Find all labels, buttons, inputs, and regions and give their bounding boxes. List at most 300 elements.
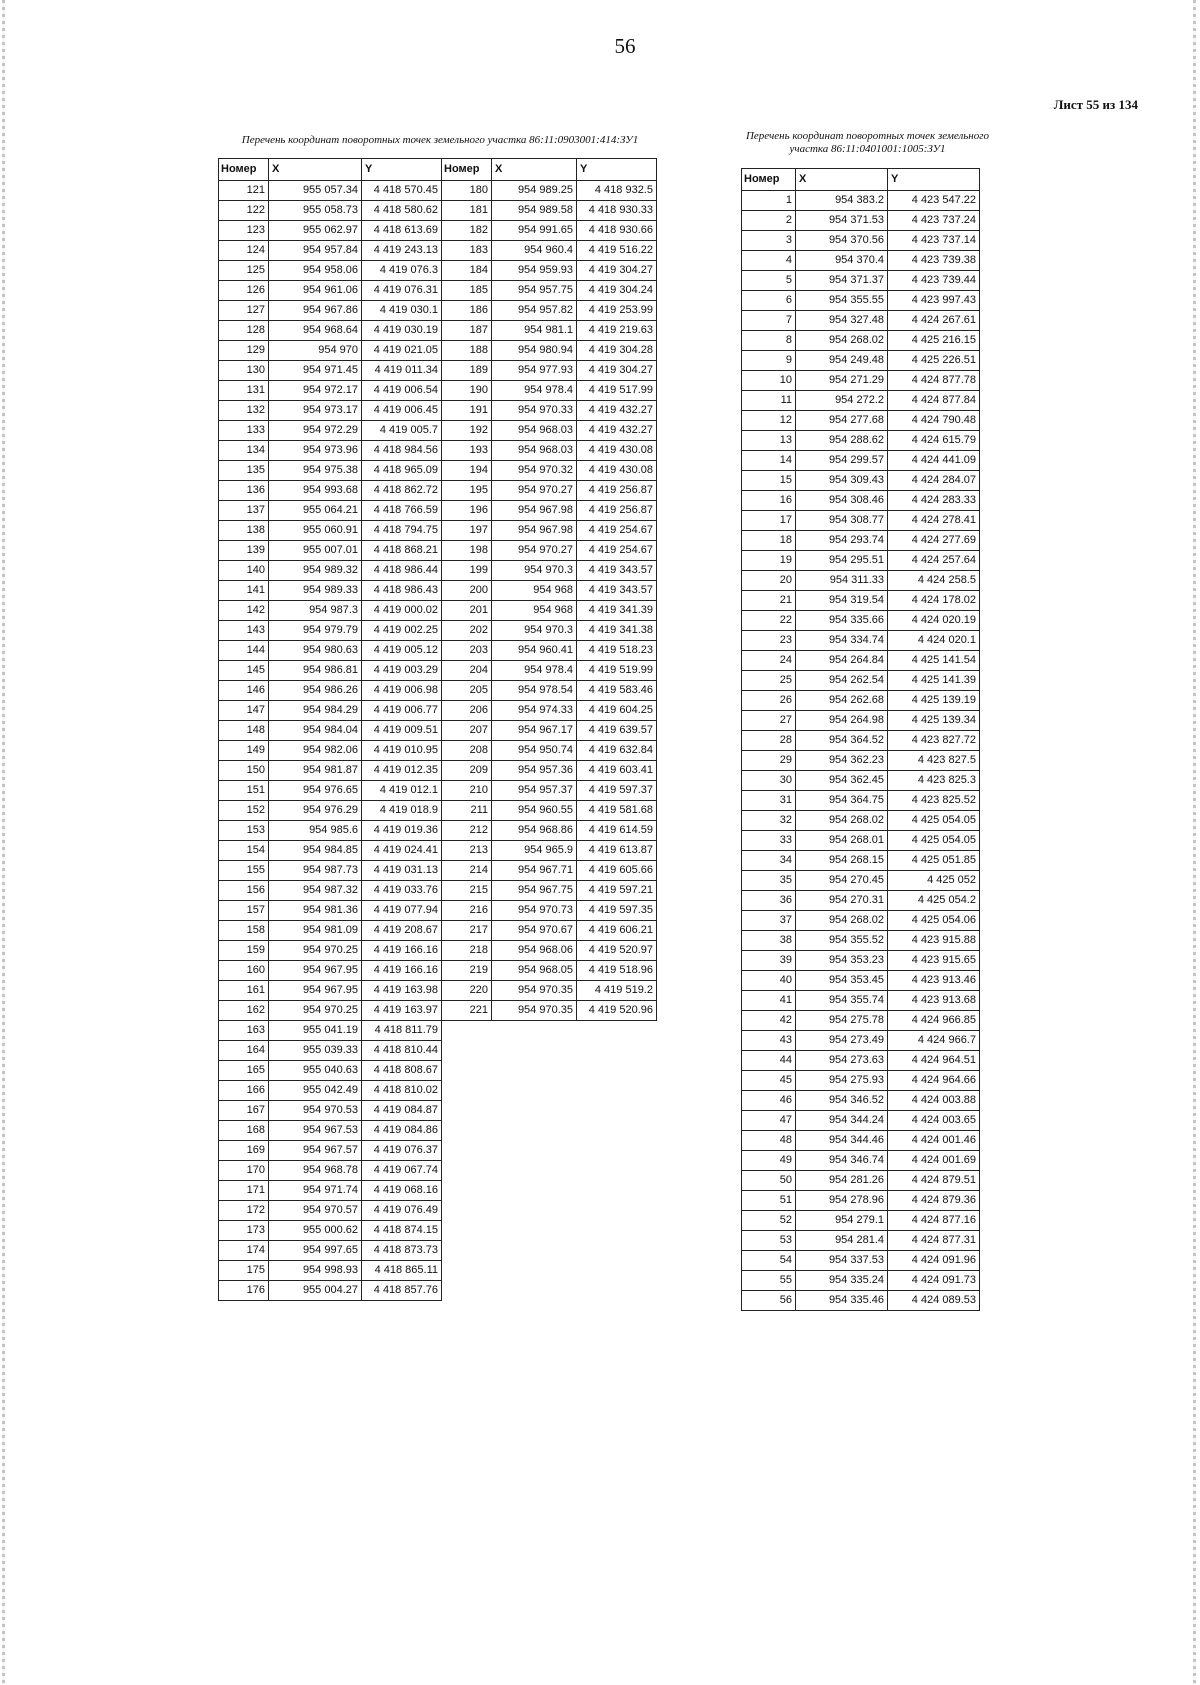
coord-y: 4 419 033.76 — [362, 881, 442, 901]
point-number: 205 — [442, 681, 492, 701]
coord-x: 954 989.58 — [492, 201, 577, 221]
point-number: 197 — [442, 521, 492, 541]
point-number: 185 — [442, 281, 492, 301]
coord-x: 954 970.32 — [492, 461, 577, 481]
point-number: 8 — [742, 331, 796, 351]
coord-x: 954 967.75 — [492, 881, 577, 901]
coord-x: 954 978.54 — [492, 681, 577, 701]
table-row — [742, 191, 980, 211]
point-number: 210 — [442, 781, 492, 801]
point-number: 171 — [219, 1181, 269, 1201]
point-number: 163 — [219, 1021, 269, 1041]
coord-y: 4 419 254.67 — [577, 541, 657, 561]
coord-x: 954 970.3 — [492, 561, 577, 581]
point-number: 135 — [219, 461, 269, 481]
coord-y: 4 418 986.44 — [362, 561, 442, 581]
table-header-row — [219, 159, 657, 181]
table-row — [219, 981, 657, 1001]
point-number: 141 — [219, 581, 269, 601]
coord-x: 954 967.53 — [269, 1121, 362, 1141]
point-number: 200 — [442, 581, 492, 601]
point-number: 10 — [742, 371, 796, 391]
scan-edge-left — [2, 0, 5, 1685]
table-row — [742, 291, 980, 311]
point-number: 121 — [219, 181, 269, 201]
empty-cell — [442, 1241, 492, 1261]
point-number: 131 — [219, 381, 269, 401]
point-number: 214 — [442, 861, 492, 881]
empty-cell — [442, 1101, 492, 1121]
table-row — [219, 461, 657, 481]
coord-x: 954 262.54 — [796, 671, 888, 691]
table-row — [742, 751, 980, 771]
table-row — [742, 1011, 980, 1031]
point-number: 174 — [219, 1241, 269, 1261]
coord-x: 954 275.78 — [796, 1011, 888, 1031]
point-number: 40 — [742, 971, 796, 991]
table-row — [219, 281, 657, 301]
coord-y: 4 418 857.76 — [362, 1281, 442, 1301]
table-row — [219, 1001, 657, 1021]
table-row — [219, 1261, 657, 1281]
empty-cell — [492, 1241, 577, 1261]
coord-x: 954 960.4 — [492, 241, 577, 261]
point-number: 21 — [742, 591, 796, 611]
coord-y: 4 419 613.87 — [577, 841, 657, 861]
coord-y: 4 418 874.15 — [362, 1221, 442, 1241]
point-number: 146 — [219, 681, 269, 701]
coord-y: 4 419 606.21 — [577, 921, 657, 941]
point-number: 215 — [442, 881, 492, 901]
table-row — [742, 811, 980, 831]
table-row — [219, 561, 657, 581]
coord-y: 4 419 003.29 — [362, 661, 442, 681]
coord-y: 4 419 030.1 — [362, 301, 442, 321]
column-header-number: Номер — [442, 159, 492, 181]
coord-y: 4 423 827.5 — [888, 751, 980, 771]
table-row — [742, 951, 980, 971]
coord-y: 4 424 258.5 — [888, 571, 980, 591]
coord-x: 954 278.96 — [796, 1191, 888, 1211]
coord-y: 4 424 283.33 — [888, 491, 980, 511]
coord-y: 4 419 006.54 — [362, 381, 442, 401]
table-row — [219, 621, 657, 641]
table-row — [742, 551, 980, 571]
table-row — [742, 591, 980, 611]
point-number: 129 — [219, 341, 269, 361]
coord-x: 954 978.4 — [492, 661, 577, 681]
coord-x: 954 991.65 — [492, 221, 577, 241]
coord-y: 4 424 879.51 — [888, 1171, 980, 1191]
table-row — [219, 701, 657, 721]
coord-y: 4 419 304.28 — [577, 341, 657, 361]
point-number: 37 — [742, 911, 796, 931]
coord-y: 4 419 009.51 — [362, 721, 442, 741]
coord-y: 4 419 076.3 — [362, 261, 442, 281]
table-row — [742, 251, 980, 271]
point-number: 166 — [219, 1081, 269, 1101]
coord-x: 954 965.9 — [492, 841, 577, 861]
point-number: 130 — [219, 361, 269, 381]
coord-x: 954 957.75 — [492, 281, 577, 301]
coord-y: 4 424 020.1 — [888, 631, 980, 651]
coord-y: 4 419 012.35 — [362, 761, 442, 781]
coord-y: 4 418 766.59 — [362, 501, 442, 521]
point-number: 157 — [219, 901, 269, 921]
point-number: 134 — [219, 441, 269, 461]
table-row — [742, 1091, 980, 1111]
coord-y: 4 419 010.95 — [362, 741, 442, 761]
table-row — [219, 501, 657, 521]
coord-y: 4 419 011.34 — [362, 361, 442, 381]
coord-x: 954 984.29 — [269, 701, 362, 721]
coord-x: 954 967.98 — [492, 521, 577, 541]
table-row — [742, 491, 980, 511]
coord-x: 954 967.86 — [269, 301, 362, 321]
coord-x: 954 975.38 — [269, 461, 362, 481]
table-row — [742, 771, 980, 791]
table-row — [219, 1121, 657, 1141]
coord-x: 954 970.73 — [492, 901, 577, 921]
coord-x: 954 987.32 — [269, 881, 362, 901]
table-row — [219, 1201, 657, 1221]
point-number: 43 — [742, 1031, 796, 1051]
coord-y: 4 418 868.21 — [362, 541, 442, 561]
coord-y: 4 425 141.54 — [888, 651, 980, 671]
coord-x: 955 058.73 — [269, 201, 362, 221]
point-number: 207 — [442, 721, 492, 741]
table-row — [742, 431, 980, 451]
point-number: 161 — [219, 981, 269, 1001]
empty-cell — [577, 1081, 657, 1101]
coord-x: 954 355.74 — [796, 991, 888, 1011]
point-number: 142 — [219, 601, 269, 621]
coord-x: 954 970 — [269, 341, 362, 361]
coord-y: 4 419 304.24 — [577, 281, 657, 301]
coord-x: 954 335.46 — [796, 1291, 888, 1311]
point-number: 156 — [219, 881, 269, 901]
empty-cell — [442, 1281, 492, 1301]
coord-y: 4 424 877.31 — [888, 1231, 980, 1251]
empty-cell — [577, 1161, 657, 1181]
table-row — [742, 471, 980, 491]
coord-y: 4 418 811.79 — [362, 1021, 442, 1041]
empty-cell — [442, 1261, 492, 1281]
coord-x: 954 987.3 — [269, 601, 362, 621]
coord-y: 4 419 639.57 — [577, 721, 657, 741]
coord-y: 4 419 084.86 — [362, 1121, 442, 1141]
coord-x: 954 979.79 — [269, 621, 362, 641]
table-row — [742, 1131, 980, 1151]
coord-y: 4 419 253.99 — [577, 301, 657, 321]
coord-y: 4 418 810.44 — [362, 1041, 442, 1061]
coord-x: 954 976.29 — [269, 801, 362, 821]
table-row — [742, 351, 980, 371]
point-number: 150 — [219, 761, 269, 781]
coord-y: 4 419 077.94 — [362, 901, 442, 921]
table-row — [219, 241, 657, 261]
point-number: 46 — [742, 1091, 796, 1111]
empty-cell — [577, 1221, 657, 1241]
coord-x: 954 371.37 — [796, 271, 888, 291]
coord-x: 955 040.63 — [269, 1061, 362, 1081]
empty-cell — [577, 1061, 657, 1081]
empty-cell — [492, 1161, 577, 1181]
coord-x: 955 041.19 — [269, 1021, 362, 1041]
table-row — [219, 481, 657, 501]
coord-y: 4 419 006.45 — [362, 401, 442, 421]
table-row — [219, 1061, 657, 1081]
point-number: 143 — [219, 621, 269, 641]
table-row — [219, 401, 657, 421]
point-number: 122 — [219, 201, 269, 221]
table-row — [742, 571, 980, 591]
point-number: 136 — [219, 481, 269, 501]
coord-y: 4 424 257.64 — [888, 551, 980, 571]
scan-edge-right — [1193, 0, 1196, 1685]
coord-x: 954 295.51 — [796, 551, 888, 571]
point-number: 180 — [442, 181, 492, 201]
point-number: 45 — [742, 1071, 796, 1091]
coord-y: 4 425 051.85 — [888, 851, 980, 871]
coord-x: 954 293.74 — [796, 531, 888, 551]
empty-cell — [492, 1281, 577, 1301]
point-number: 137 — [219, 501, 269, 521]
table-row — [742, 891, 980, 911]
point-number: 19 — [742, 551, 796, 571]
coord-x: 954 989.33 — [269, 581, 362, 601]
coord-y: 4 418 808.67 — [362, 1061, 442, 1081]
point-number: 212 — [442, 821, 492, 841]
point-number: 186 — [442, 301, 492, 321]
point-number: 218 — [442, 941, 492, 961]
coord-y: 4 424 001.46 — [888, 1131, 980, 1151]
coord-x: 954 950.74 — [492, 741, 577, 761]
table-row — [742, 1191, 980, 1211]
coord-x: 955 042.49 — [269, 1081, 362, 1101]
table-row — [742, 871, 980, 891]
table-row — [742, 231, 980, 251]
point-number: 216 — [442, 901, 492, 921]
point-number: 167 — [219, 1101, 269, 1121]
coord-x: 954 984.85 — [269, 841, 362, 861]
coord-y: 4 424 284.07 — [888, 471, 980, 491]
table-row — [219, 901, 657, 921]
coord-y: 4 423 739.44 — [888, 271, 980, 291]
coord-x: 954 970.33 — [492, 401, 577, 421]
point-number: 151 — [219, 781, 269, 801]
coord-y: 4 418 984.56 — [362, 441, 442, 461]
table1-caption: Перечень координат поворотных точек земельного участка 86:11:0903001:414:ЗУ1 — [241, 134, 639, 146]
coord-y: 4 419 518.96 — [577, 961, 657, 981]
coord-y: 4 419 166.16 — [362, 941, 442, 961]
point-number: 138 — [219, 521, 269, 541]
empty-cell — [442, 1201, 492, 1221]
coord-x: 954 985.6 — [269, 821, 362, 841]
coord-x: 954 987.73 — [269, 861, 362, 881]
coord-y: 4 419 432.27 — [577, 401, 657, 421]
point-number: 199 — [442, 561, 492, 581]
coord-y: 4 419 256.87 — [577, 501, 657, 521]
empty-cell — [577, 1141, 657, 1161]
point-number: 56 — [742, 1291, 796, 1311]
coord-x: 954 353.45 — [796, 971, 888, 991]
point-number: 49 — [742, 1151, 796, 1171]
coord-y: 4 419 005.7 — [362, 421, 442, 441]
coord-y: 4 424 277.69 — [888, 531, 980, 551]
coord-y: 4 419 256.87 — [577, 481, 657, 501]
point-number: 54 — [742, 1251, 796, 1271]
coord-y: 4 419 304.27 — [577, 361, 657, 381]
coord-y: 4 418 965.09 — [362, 461, 442, 481]
coord-y: 4 423 825.52 — [888, 791, 980, 811]
column-header-y: Y — [888, 169, 980, 191]
table-row — [219, 641, 657, 661]
coord-x: 954 268.15 — [796, 851, 888, 871]
table-row — [219, 1241, 657, 1261]
point-number: 55 — [742, 1271, 796, 1291]
table-row — [742, 1151, 980, 1171]
point-number: 16 — [742, 491, 796, 511]
point-number: 153 — [219, 821, 269, 841]
coord-x: 954 383.2 — [796, 191, 888, 211]
coord-x: 955 000.62 — [269, 1221, 362, 1241]
point-number: 194 — [442, 461, 492, 481]
coord-y: 4 419 520.97 — [577, 941, 657, 961]
empty-cell — [492, 1181, 577, 1201]
empty-cell — [442, 1221, 492, 1241]
coord-x: 955 007.01 — [269, 541, 362, 561]
table-row — [219, 1161, 657, 1181]
coord-x: 954 982.06 — [269, 741, 362, 761]
coord-y: 4 424 966.85 — [888, 1011, 980, 1031]
table-row — [219, 301, 657, 321]
point-number: 206 — [442, 701, 492, 721]
point-number: 220 — [442, 981, 492, 1001]
point-number: 158 — [219, 921, 269, 941]
coord-y: 4 419 583.46 — [577, 681, 657, 701]
coord-x: 955 039.33 — [269, 1041, 362, 1061]
coord-x: 954 986.81 — [269, 661, 362, 681]
point-number: 33 — [742, 831, 796, 851]
coord-y: 4 424 877.16 — [888, 1211, 980, 1231]
point-number: 147 — [219, 701, 269, 721]
coord-y: 4 425 054.2 — [888, 891, 980, 911]
table-row — [219, 681, 657, 701]
coord-x: 954 344.46 — [796, 1131, 888, 1151]
coord-y: 4 423 915.65 — [888, 951, 980, 971]
point-number: 162 — [219, 1001, 269, 1021]
coord-x: 954 968.05 — [492, 961, 577, 981]
coord-x: 954 344.24 — [796, 1111, 888, 1131]
coord-x: 954 249.48 — [796, 351, 888, 371]
point-number: 39 — [742, 951, 796, 971]
coord-y: 4 419 516.22 — [577, 241, 657, 261]
coord-y: 4 419 581.68 — [577, 801, 657, 821]
coord-y: 4 419 341.38 — [577, 621, 657, 641]
coord-y: 4 423 997.43 — [888, 291, 980, 311]
coord-x: 954 970.57 — [269, 1201, 362, 1221]
point-number: 6 — [742, 291, 796, 311]
point-number: 133 — [219, 421, 269, 441]
coord-y: 4 419 076.49 — [362, 1201, 442, 1221]
coord-x: 954 972.17 — [269, 381, 362, 401]
empty-cell — [492, 1061, 577, 1081]
coord-x: 954 978.4 — [492, 381, 577, 401]
coord-x: 954 364.75 — [796, 791, 888, 811]
table-row — [742, 711, 980, 731]
coord-x: 954 264.84 — [796, 651, 888, 671]
point-number: 17 — [742, 511, 796, 531]
coord-y: 4 419 614.59 — [577, 821, 657, 841]
point-number: 196 — [442, 501, 492, 521]
point-number: 175 — [219, 1261, 269, 1281]
point-number: 181 — [442, 201, 492, 221]
empty-cell — [492, 1201, 577, 1221]
coord-x: 954 309.43 — [796, 471, 888, 491]
coord-x: 954 970.35 — [492, 1001, 577, 1021]
table-row — [742, 1171, 980, 1191]
point-number: 149 — [219, 741, 269, 761]
coord-y: 4 419 163.97 — [362, 1001, 442, 1021]
empty-cell — [492, 1081, 577, 1101]
coord-x: 954 977.93 — [492, 361, 577, 381]
coord-y: 4 419 597.37 — [577, 781, 657, 801]
coord-x: 954 967.95 — [269, 981, 362, 1001]
coord-x: 954 980.94 — [492, 341, 577, 361]
coord-y: 4 423 913.68 — [888, 991, 980, 1011]
point-number: 195 — [442, 481, 492, 501]
empty-cell — [442, 1141, 492, 1161]
table-row — [742, 391, 980, 411]
coord-y: 4 419 012.1 — [362, 781, 442, 801]
coord-x: 955 004.27 — [269, 1281, 362, 1301]
point-number: 51 — [742, 1191, 796, 1211]
coord-y: 4 423 825.3 — [888, 771, 980, 791]
point-number: 188 — [442, 341, 492, 361]
table-row — [219, 341, 657, 361]
point-number: 24 — [742, 651, 796, 671]
coord-y: 4 419 067.74 — [362, 1161, 442, 1181]
coord-y: 4 419 632.84 — [577, 741, 657, 761]
coord-y: 4 424 964.51 — [888, 1051, 980, 1071]
coord-x: 954 270.31 — [796, 891, 888, 911]
table-row — [742, 1291, 980, 1311]
coord-x: 954 271.29 — [796, 371, 888, 391]
point-number: 123 — [219, 221, 269, 241]
empty-cell — [577, 1181, 657, 1201]
point-number: 154 — [219, 841, 269, 861]
point-number: 23 — [742, 631, 796, 651]
coord-y: 4 419 343.57 — [577, 581, 657, 601]
coord-x: 954 959.93 — [492, 261, 577, 281]
table-row — [219, 1081, 657, 1101]
table-row — [742, 371, 980, 391]
table-row — [742, 991, 980, 1011]
coord-y: 4 419 219.63 — [577, 321, 657, 341]
coord-y: 4 419 024.41 — [362, 841, 442, 861]
coord-x: 955 062.97 — [269, 221, 362, 241]
table-row — [219, 921, 657, 941]
table-row — [742, 1271, 980, 1291]
empty-cell — [442, 1081, 492, 1101]
coord-y: 4 424 178.02 — [888, 591, 980, 611]
table-row — [219, 601, 657, 621]
table-row — [742, 911, 980, 931]
coord-x: 954 968.03 — [492, 421, 577, 441]
coord-y: 4 419 430.08 — [577, 441, 657, 461]
coord-x: 954 989.32 — [269, 561, 362, 581]
